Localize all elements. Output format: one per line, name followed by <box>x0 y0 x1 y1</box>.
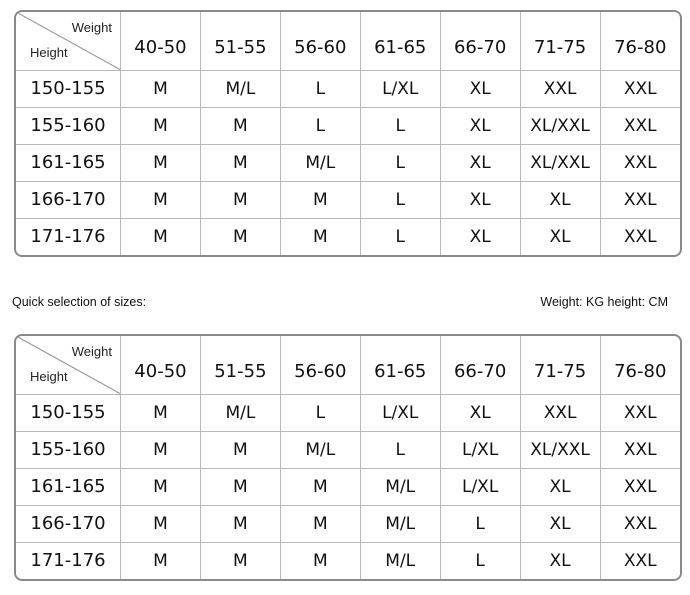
size-cell: M <box>280 181 360 218</box>
weight-header: 76-80 <box>600 336 680 394</box>
size-cell: M <box>280 468 360 505</box>
size-cell: M <box>121 144 201 181</box>
table-row <box>16 394 680 431</box>
table-row <box>16 107 680 144</box>
size-cell: M <box>121 468 201 505</box>
size-cell: XXL <box>520 394 600 431</box>
table-row <box>16 431 680 468</box>
size-cell: M <box>121 70 201 107</box>
size-cell: M/L <box>360 542 440 579</box>
table-row <box>16 70 680 107</box>
size-cell: XL <box>440 144 520 181</box>
height-range-cell: 150-155 <box>16 70 121 107</box>
corner-height-label: Height <box>30 44 68 60</box>
size-cell: L <box>360 218 440 255</box>
table-row <box>16 181 680 218</box>
weight-header: 56-60 <box>280 336 360 394</box>
size-cell: M/L <box>360 505 440 542</box>
size-cell: M <box>200 144 280 181</box>
weight-header: 76-80 <box>600 12 680 70</box>
size-cell: XXL <box>600 218 680 255</box>
size-cell: M <box>121 542 201 579</box>
size-cell: XL <box>440 181 520 218</box>
weight-header: 66-70 <box>440 12 520 70</box>
size-cell: L <box>280 70 360 107</box>
size-cell: L <box>440 542 520 579</box>
size-cell: L/XL <box>440 468 520 505</box>
size-cell: XL <box>520 542 600 579</box>
size-cell: L/XL <box>440 431 520 468</box>
size-cell: XL <box>440 218 520 255</box>
size-cell: M <box>121 394 201 431</box>
size-cell: M <box>200 505 280 542</box>
table-row <box>16 505 680 542</box>
quick-selection-caption: Quick selection of sizes: <box>12 295 147 309</box>
size-chart-table-top <box>14 10 682 257</box>
height-range-cell: 161-165 <box>16 144 121 181</box>
height-range-cell: 171-176 <box>16 542 121 579</box>
size-cell: L <box>280 107 360 144</box>
size-cell: L <box>360 431 440 468</box>
table-row <box>16 144 680 181</box>
size-cell: M <box>121 181 201 218</box>
weight-header: 40-50 <box>121 12 201 70</box>
size-cell: XL <box>520 181 600 218</box>
size-cell: XXL <box>600 394 680 431</box>
size-cell: XL <box>440 107 520 144</box>
weight-header: 40-50 <box>121 336 201 394</box>
size-cell: M <box>121 107 201 144</box>
size-cell: XL <box>520 468 600 505</box>
corner-weight-label: Weight <box>71 20 112 35</box>
size-cell: L <box>280 394 360 431</box>
size-cell: L/XL <box>360 70 440 107</box>
height-range-cell: 155-160 <box>16 107 121 144</box>
size-chart-table-bottom <box>14 334 682 581</box>
corner-cell <box>16 12 121 70</box>
height-range-cell: 150-155 <box>16 394 121 431</box>
weight-header: 71-75 <box>520 336 600 394</box>
size-cell: XL <box>440 70 520 107</box>
size-cell: XL/XXL <box>520 107 600 144</box>
size-cell: M/L <box>200 394 280 431</box>
size-cell: XXL <box>600 181 680 218</box>
size-cell: M <box>200 431 280 468</box>
size-cell: XXL <box>600 468 680 505</box>
size-cell: XL/XXL <box>520 431 600 468</box>
corner-cell <box>16 336 121 394</box>
weight-header: 71-75 <box>520 12 600 70</box>
weight-header: 56-60 <box>280 12 360 70</box>
weight-header: 51-55 <box>200 336 280 394</box>
size-cell: M <box>280 505 360 542</box>
size-cell: M/L <box>280 431 360 468</box>
size-cell: L <box>360 107 440 144</box>
weight-header: 61-65 <box>360 12 440 70</box>
size-cell: XXL <box>600 505 680 542</box>
height-range-cell: 166-170 <box>16 505 121 542</box>
weight-header: 61-65 <box>360 336 440 394</box>
units-caption: Weight: KG height: CM <box>540 295 668 309</box>
weight-header: 51-55 <box>200 12 280 70</box>
size-cell: M <box>200 218 280 255</box>
size-cell: M <box>121 505 201 542</box>
size-cell: L/XL <box>360 394 440 431</box>
header-row <box>16 12 680 70</box>
size-cell: M <box>200 107 280 144</box>
size-cell: M <box>200 468 280 505</box>
size-cell: XXL <box>600 70 680 107</box>
height-range-cell: 166-170 <box>16 181 121 218</box>
size-cell: M/L <box>280 144 360 181</box>
size-cell: M <box>121 431 201 468</box>
size-cell: L <box>440 505 520 542</box>
size-cell: XL <box>440 394 520 431</box>
table-row <box>16 218 680 255</box>
size-cell: M <box>121 218 201 255</box>
table-row <box>16 542 680 579</box>
size-cell: M/L <box>360 468 440 505</box>
size-cell: L <box>360 144 440 181</box>
size-cell: XL <box>520 218 600 255</box>
size-cell: XL/XXL <box>520 144 600 181</box>
size-cell: XXL <box>600 107 680 144</box>
height-range-cell: 171-176 <box>16 218 121 255</box>
header-row <box>16 336 680 394</box>
size-cell: L <box>360 181 440 218</box>
size-cell: XXL <box>520 70 600 107</box>
size-cell: M <box>280 218 360 255</box>
table-row <box>16 468 680 505</box>
size-cell: XL <box>520 505 600 542</box>
size-table <box>16 336 680 579</box>
size-cell: XXL <box>600 542 680 579</box>
size-table <box>16 12 680 255</box>
weight-header: 66-70 <box>440 336 520 394</box>
size-cell: M/L <box>200 70 280 107</box>
size-cell: M <box>200 542 280 579</box>
corner-height-label: Height <box>30 368 68 384</box>
height-range-cell: 161-165 <box>16 468 121 505</box>
size-cell: M <box>280 542 360 579</box>
size-cell: XXL <box>600 144 680 181</box>
size-cell: XXL <box>600 431 680 468</box>
corner-weight-label: Weight <box>71 344 112 359</box>
height-range-cell: 155-160 <box>16 431 121 468</box>
size-cell: M <box>200 181 280 218</box>
